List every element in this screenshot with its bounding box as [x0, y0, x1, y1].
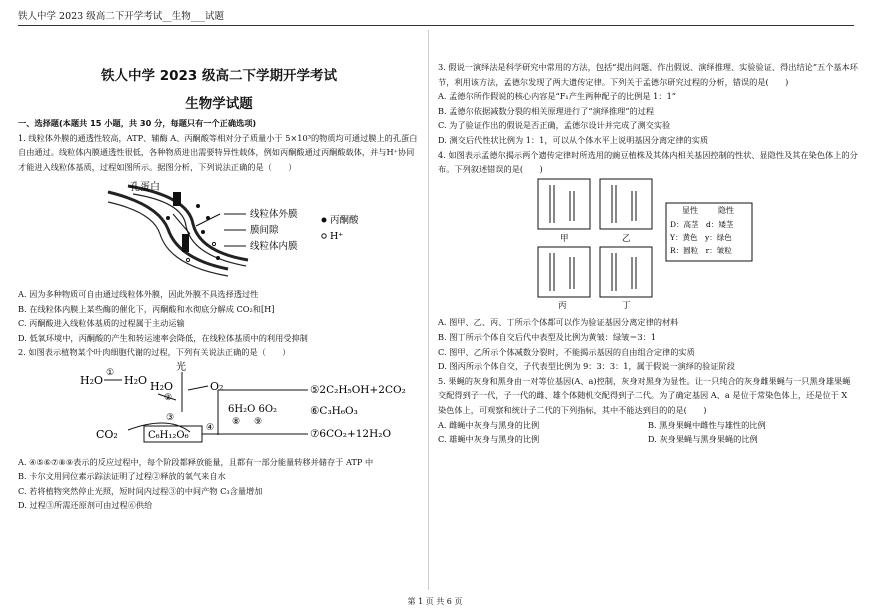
- q3-option-d: D. 测交后代性状比例为 1：1，可以从个体水平上说明基因分离定律的实质: [438, 134, 709, 145]
- step-8: ⑧: [232, 416, 241, 427]
- q5-options-row-1: [438, 418, 858, 433]
- q2-stem: 2. 如图表示植物某个叶肉细胞代谢的过程，下列有关说法正确的是（ ）: [18, 347, 291, 358]
- step-1: ①: [106, 367, 115, 378]
- column-divider: [428, 30, 429, 590]
- step-4: ④: [206, 422, 215, 433]
- q4-option-d: D. 图丙所示个体自交，子代表型比例为 9：3：3：1，属于假说一演绎的验证阶段: [438, 361, 735, 372]
- product-7: ⑦6CO₂+12H₂O: [310, 427, 392, 440]
- step-9: ⑨: [254, 416, 263, 427]
- water-3: H₂O: [150, 379, 174, 393]
- panel-ding-label: 丁: [622, 300, 631, 311]
- product-6: ⑥C₃H₆O₃: [310, 404, 358, 417]
- q1-option-b: B. 在线粒体内膜上某些酶的催化下，丙酮酸和水彻底分解成 CO₂和[H]: [18, 303, 275, 314]
- step-2: ②: [164, 392, 173, 403]
- exam-title: 铁人中学 2023 级高二下学期开学考试: [101, 68, 337, 84]
- q4-chromosome-figure: [438, 177, 858, 311]
- q5-option-d: D. 灰身果蝇与黑身果蝇的比例: [648, 434, 758, 445]
- q4-stem: 4. 如图表示孟德尔揭示两个遗传定律时所选用的豌豆植株及其体内相关基因控制的性状、显隐性及其在染色体上的分布。下列叙述错误的是( ): [438, 149, 858, 175]
- water-1: H₂O: [80, 373, 104, 387]
- pyruvate-legend: 丙酮酸: [330, 215, 359, 227]
- q3-option-a: A. 孟德尔所作假说的核心内容是“F₁产生两种配子的比例是 1：1”: [438, 91, 676, 102]
- page-header: 铁人中学 2023 级高二下开学考试__生物___试题: [18, 8, 854, 26]
- right-column: [438, 60, 858, 447]
- light-label: 光: [176, 361, 186, 373]
- q4-option-b: B. 图丁所示个体自交后代中表型及比例为黄皱：绿皱＝3：1: [438, 331, 657, 342]
- q1-mitochondria-figure: [18, 174, 420, 282]
- q1-option-a: A. 因为多种物质可自由通过线粒体外膜，因此外膜不具选择透过性: [18, 288, 259, 299]
- left-column: [18, 116, 420, 513]
- q2-metabolism-figure: [18, 360, 420, 450]
- q4-option-a: A. 图甲、乙、丙、丁所示个体都可以作为验证基因分离定律的材料: [438, 317, 679, 328]
- q5-options-row-2: [438, 432, 858, 447]
- q5-option-b: B. 黑身果蝇中雌性与雄性的比例: [648, 419, 766, 430]
- q3-option-b: B. 孟德尔依据减数分裂的相关原理进行了“演绎推理”的过程: [438, 105, 655, 116]
- legend-dominant: 显性: [682, 205, 698, 215]
- q1-option-c: C. 丙酮酸进入线粒体基质的过程属于主动运输: [18, 318, 185, 329]
- q5-stem: 5. 果蝇的灰身和黑身由一对等位基因(A、a)控制，灰身对黑身为显性。让一只纯合的灰身雌果蝇与一只黑身雄果蝇交配得到子一代，子一代的雌、雄个体随机交配得到子二代。为了确定基因 A、a 是位于常染色体上，还是位于 X 染色体上，可观察和统计子二代的下列指标，其中不能达到目的的是( ): [438, 375, 851, 415]
- water-oxygen: 6H₂O 6O₂: [228, 403, 278, 415]
- legend-recessive: 隐性: [718, 205, 734, 215]
- legend-row-y: Y：黄色 y：绿色: [670, 232, 732, 242]
- q5-option-a: A. 雌蝇中灰身与黑身的比例: [438, 419, 540, 430]
- step-3: ③: [166, 412, 175, 423]
- q3-option-c: C. 为了验证作出的假说是否正确，孟德尔设计并完成了测交实验: [438, 120, 671, 131]
- q2-option-d: D. 过程③所需还原剂可由过程⑥供给: [18, 500, 153, 511]
- section-heading: 一、选择题(本题共 15 小题，共 30 分，每题只有一个正确选项): [18, 118, 257, 128]
- q3-stem: 3. 假说一演绎法是科学研究中常用的方法，包括“提出问题、作出假说、演绎推理、实验验证、得出结论”五个基本环节，利用该方法，孟德尔发现了两大遗传定律。下列关于孟德尔研究过程的分析，错误的是( ): [438, 62, 858, 87]
- q1-option-d: D. 低氧环境中，丙酮酸的产生和转运速率会降低，在线粒体基质中的利用受抑制: [18, 332, 308, 343]
- q4-option-c: C. 图甲、乙所示个体减数分裂时，不能揭示基因的自由组合定律的实质: [438, 346, 695, 357]
- q2-option-b: B. 卡尔文用同位素示踪法证明了过程②释放的氧气来自水: [18, 471, 226, 482]
- outer-membrane-label: 线粒体外膜: [250, 209, 298, 221]
- carbon-dioxide: CO₂: [96, 427, 118, 441]
- legend-row-d: D：高茎 d：矮茎: [670, 219, 734, 229]
- product-5: ⑤2C₂H₅OH+2CO₂: [310, 383, 406, 396]
- q2-option-c: C. 若将植物突然停止光照，短时间内过程③的中间产物 C₃含量增加: [18, 485, 263, 496]
- glucose-box: C₆H₁₂O₆: [148, 429, 189, 441]
- pore-label: 孔蛋白: [130, 182, 160, 194]
- q1-stem: 1. 线粒体外膜的通透性较高，ATP、辅酶 A、丙酮酸等相对分子质量小于 5×10³的物质均可通过膜上的孔蛋白自由通过。线粒体内膜通透性很低，各种物质进出需要特异性载体，例如丙酮酸通过丙酮酸载体，并与H⁺协同才能进入线粒体基质，过程如图所示。据图分析，下列说法正确的是（ ）: [18, 132, 418, 172]
- panel-jia-label: 甲: [560, 233, 569, 244]
- page-footer: 第 1 页 共 6 页: [407, 597, 463, 606]
- panel-bing-label: 丙: [558, 300, 567, 311]
- legend-row-r: R：圆粒 r：皱粒: [670, 245, 732, 255]
- q5-option-c: C. 雄蝇中灰身与黑身的比例: [438, 434, 540, 445]
- q2-option-a: A. ④⑤⑥⑦⑧⑨表示的反应过程中，每个阶段都释放能量，且都有一部分能量转移并储存于 ATP 中: [18, 456, 374, 467]
- exam-subtitle: 生物学试题: [185, 96, 253, 112]
- hplus-legend: H⁺: [330, 231, 344, 243]
- intermembrane-label: 膜间隙: [250, 225, 279, 237]
- water-2: H₂O: [124, 373, 148, 387]
- inner-membrane-label: 线粒体内膜: [250, 241, 298, 253]
- oxygen: O₂: [210, 379, 224, 393]
- panel-yi-label: 乙: [622, 233, 631, 244]
